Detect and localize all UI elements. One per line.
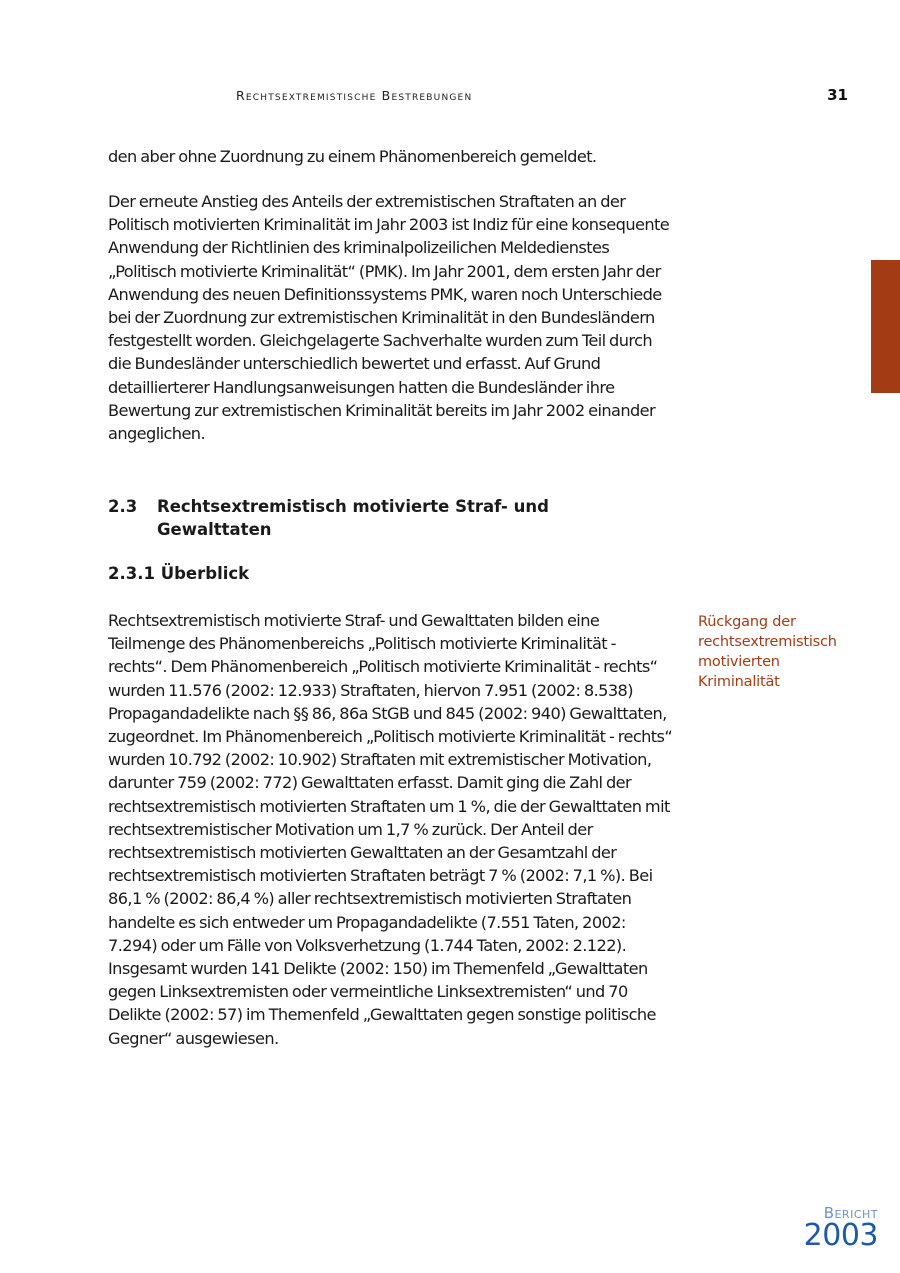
- paragraph-pmk-increase: Der erneute Anstieg des Anteils der extremistischen Straftaten an der Politisch motivierten Kriminalität im Jahr 2003 ist Indiz für eine konsequente Anwendung der Richtlinien des kriminalpolizeilichen Meldedienstes „Politisch motivierte Kriminalität“ (PMK). Im Jahr 2001, dem ersten Jahr der Anwendung des neuen Definitionssystems PMK, waren noch Unterschiede bei der Zuordnung zur extremistischen Kriminalität in den Bundesländern festgestellt worden. Gleichgelagerte Sachverhalte wurden zum Teil durch die Bundesländer unterschiedlich bewertet und erfasst. Auf Grund detaillierterer Handlungsanweisungen hatten die Bundesländer ihre Bewertung zur extremistischen Kriminalität bereits im Jahr 2002 einander angeglichen.: [108, 192, 670, 444]
- margin-note: Rückgang der rechtsextremistisch motivierten Kriminalität: [698, 614, 837, 690]
- section-number: 2.3: [108, 497, 138, 516]
- chapter-tab-marker: [871, 260, 900, 393]
- running-head: Rechtsextremistische Bestrebungen: [236, 88, 473, 103]
- paragraph-continuation: den aber ohne Zuordnung zu einem Phänomenbereich gemeldet.: [108, 147, 597, 166]
- report-logo-year: 2003: [803, 1218, 878, 1253]
- report-logo: [804, 1205, 878, 1251]
- section-title: Rechtsextremistisch motivierte Straf- und Gewalttaten: [157, 497, 549, 539]
- paragraph-overview: Rechtsextremistisch motivierte Straf- und Gewalttaten bilden eine Teilmenge des Phänomenbereichs „Politisch motivierte Kriminalität - rechts“. Dem Phänomenbereich „Politisch motivierte Kriminalität - rechts“ wurden 11.576 (2002: 12.933) Straftaten, hiervon 7.951 (2002: 8.538) Propagandadelikte nach §§ 86, 86a StGB und 845 (2002: 940) Gewalttaten, zugeordnet. Im Phänomenbereich „Politisch motivierte Kriminalität - rechts“ wurden 10.792 (2002: 10.902) Straftaten mit extremistischer Motivation, darunter 759 (2002: 772) Gewalttaten erfasst. Damit ging die Zahl der rechtsextremistisch motivierten Straftaten um 1 %, die der Gewalttaten mit rechtsextremistischer Motivation um 1,7 % zurück. Der Anteil der rechtsextremistisch motivierten Gewalttaten an der Gesamtzahl der rechtsextremistisch motivierten Straftaten beträgt 7 % (2002: 7,1 %). Bei 86,1 % (2002: 86,4 %) aller rechtsextremistisch motivierten Straftaten handelte es sich entweder um Propagandadelikte (7.551 Taten, 2002: 7.294) oder um Fälle von Volksverhetzung (1.744 Taten, 2002: 2.122). Insgesamt wurden 141 Delikte (2002: 150) im Themenfeld „Gewalttaten gegen Linksextremisten oder vermeintliche Linksextremisten“ und 70 Delikte (2002: 57) im Themenfeld „Gewalttaten gegen sonstige politische Gegner“ ausgewiesen.: [108, 611, 673, 1048]
- subsection-heading: 2.3.1 Überblick: [108, 564, 250, 583]
- page-number: 31: [827, 86, 848, 104]
- report-logo-word: Bericht: [823, 1204, 878, 1222]
